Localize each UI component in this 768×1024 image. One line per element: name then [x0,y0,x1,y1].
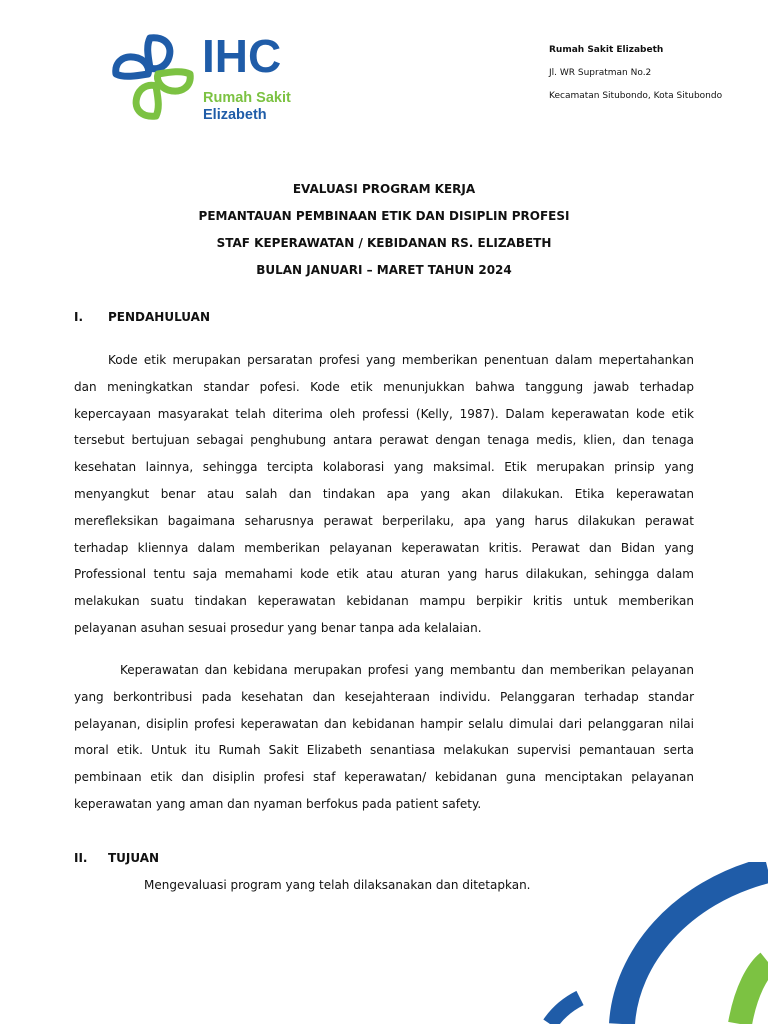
section-number: I. [74,310,84,324]
tujuan-text: Mengevaluasi program yang telah dilaksanakan dan ditetapkan. [144,878,531,892]
address-street: Jl. WR Supratman No.2 [549,68,652,78]
section-number: II. [74,851,88,865]
section-heading-pendahuluan [74,309,210,325]
hospital-address [549,44,722,102]
address-hospital-name: Rumah Sakit Elizabeth [549,45,664,55]
title-line-4: BULAN JANUARI – MARET TAHUN 2024 [256,263,512,277]
title-line-3: STAF KEPERAWATAN / KEBIDANAN RS. ELIZABETH [216,236,552,250]
address-district: Kecamatan Situbondo, Kota Situbondo [549,91,723,101]
decorative-leaf-corner-icon [540,862,768,1024]
document-title [0,176,768,284]
paragraph-intro-1: Kode etik merupakan persaratan profesi yang memberikan penentuan dalam mepertahankan dan meningkatkan standar pofesi. Kode etik menunjukkan bahwa tanggung jawab terhadap kepercayaan masyarakat telah diterima oleh professi (Kelly, 1987). Dalam keperawatan kode etik tersebut bertujuan sebagai penghubung antara perawat dengan tenaga medis, klien, dan tenaga kesehatan lainnya, sehingga tercipta kolaborasi yang maksimal. Etik merupakan prinsip yang menyangkut benar atau salah dan tindakan apa yang akan dilakukan. Etika keperawatan merefleksikan bagaimana seharusnya perawat berperilaku, apa yang harus dilakukan perawat terhadap kliennya dalam memberikan pelayanan keperawatan kritis. Perawat dan Bidan yang Professional tentu saja memahami kode etik atau aturan yang harus dilakukan, sehingga dalam melakukan suatu tindakan keperawatan kebidanan mampu berpikir kritis untuk memberikan pelayanan asuhan sesuai prosedur yang benar tanpa ada kelalaian. [74,353,694,635]
hospital-logo [110,30,310,124]
logo-subtitle-line2: Elizabeth [203,107,267,123]
ihc-leaf-logo-icon [110,34,196,120]
paragraph-intro-2: Keperawatan dan kebidana merupakan profesi yang membantu dan memberikan pelayanan yang berkontribusi pada kesehatan dan kesejahteraan individu. Pelanggaran terhadap standar pelayanan, disiplin profesi keperawatan dan kebidanan hampir selalu dimulai dari pelanggaran nilai moral etik. Untuk itu Rumah Sakit Elizabeth senantiasa melakukan supervisi pemantauan serta pembinaan etik dan disiplin profesi staf keperawatan/ kebidanan guna menciptakan pelayanan keperawatan yang aman dan nyaman berfokus pada patient safety. [74,663,694,811]
logo-acronym: IHC [202,30,282,82]
section-title: PENDAHULUAN [108,310,210,324]
section-title: TUJUAN [108,851,160,865]
logo-subtitle-line1: Rumah Sakit [203,90,291,106]
title-line-1: EVALUASI PROGRAM KERJA [292,182,476,196]
title-line-2: PEMANTAUAN PEMBINAAN ETIK DAN DISIPLIN PROFESI [198,209,570,223]
section-heading-tujuan [74,850,159,866]
